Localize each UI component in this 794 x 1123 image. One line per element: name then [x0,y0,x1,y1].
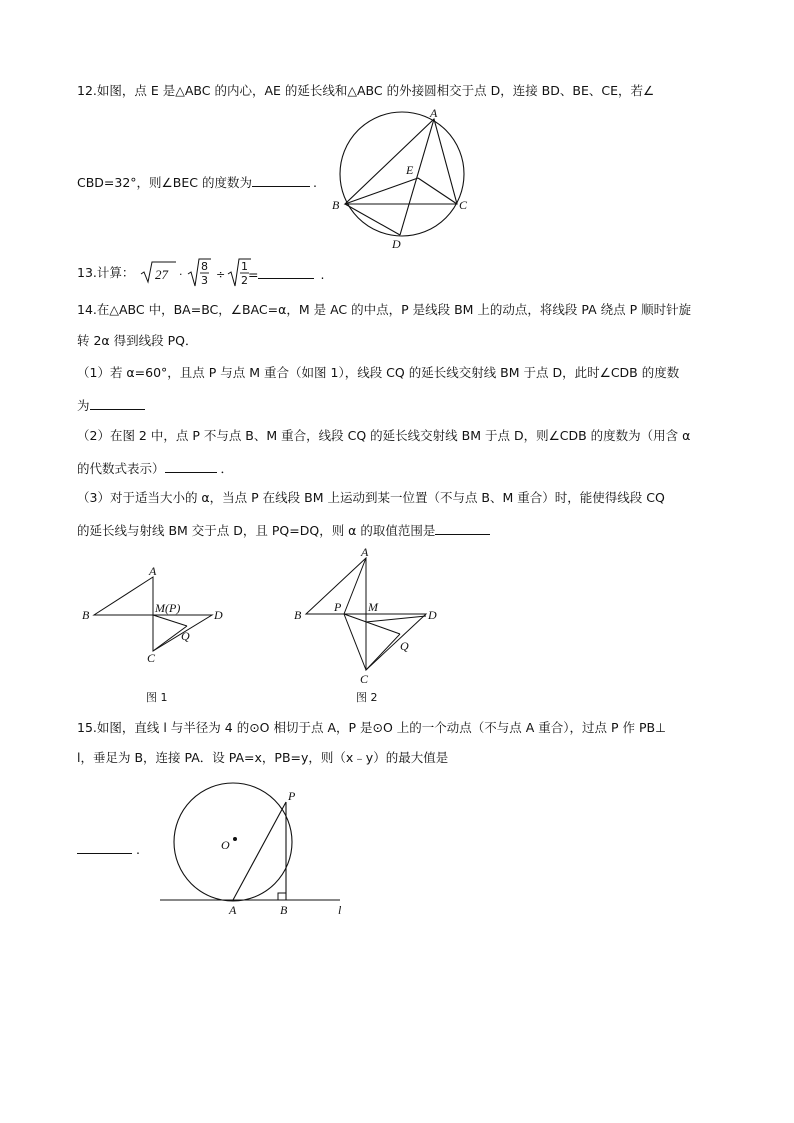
q14-part2-end: ． [220,461,234,476]
q14-part2-line2 [77,459,233,477]
fig2-line-pc [344,614,366,670]
fig2-label-q: Q [400,639,409,653]
fig1-label-d: D [214,608,223,622]
q13-n3: 1 [241,260,248,273]
fig1-label-mp: M(P) [155,601,181,615]
fig2-line-pa [344,558,366,614]
q14-part1-text: 为 [77,398,90,413]
q12-circumcircle [340,112,464,236]
q14-figure-2 [292,546,452,706]
q12-label-e: E [406,163,414,177]
q14-part3-line1: （3）对于适当大小的 α，当点 P 在线段 BM 上运动到某一位置（不与点 B、M 重合）时，能使得线段 CQ [77,490,665,505]
q13-r1: 27 [155,267,168,282]
q14-stem-line2: 转 2α 得到线段 PQ． [77,333,198,348]
q15-center-dot [233,837,237,841]
q15-answer-line [77,840,140,858]
q15-end: . [136,842,140,857]
q12-end: . [312,175,317,190]
q13-answer-blank[interactable] [258,265,314,279]
q13-d2: 3 [201,274,208,287]
q15-figure [160,785,370,925]
fig2-label-m: M [368,600,378,614]
q13-dot: · [179,268,183,281]
q15-label-a: A [229,903,237,917]
q13-answer-line [248,265,324,283]
q14-part2-text: 的代数式表示） [77,461,165,476]
q15-answer-blank[interactable] [77,840,132,854]
q13-end: . [320,267,325,282]
q12-line-be [345,178,418,204]
q12-figure [330,108,470,253]
fig2-line-mq [366,616,426,622]
q12-line2-text: CBD=32°，则∠BEC 的度数为 [77,175,252,190]
q14-part1-line2 [77,396,145,414]
q15-label-l: l [338,903,342,917]
fig1-label-q: Q [181,629,190,643]
q15-label-b: B [280,903,288,917]
q15-right-angle-mark [278,893,286,900]
fig2-line-cq [366,634,400,670]
q15-label-p: P [288,789,296,803]
fig2-label-b: B [294,608,302,622]
fig1-caption: 图 1 [146,691,168,704]
q15-circle-o [174,783,292,901]
q12-text-line2 [77,173,317,191]
q13-n2: 8 [201,260,208,273]
q15-segment-pa [233,802,286,900]
fig1-line-mq [153,615,187,626]
q14-part1-blank[interactable] [90,396,145,410]
q12-label-c: C [459,198,468,212]
q14-figure-1 [82,566,242,706]
q15-text-line2: l，垂足为 B，连接 PA．设 PA=x，PB=y，则（x﹣y）的最大值是 [77,750,449,765]
fig2-label-c: C [360,672,369,686]
q13-prefix: 13.计算： [77,265,135,280]
fig1-label-a: A [149,564,157,578]
fig2-caption: 图 2 [356,691,378,704]
q14-part3-blank[interactable] [435,521,490,535]
q12-line-ad [400,119,434,235]
q14-stem-line1: 14.在△ABC 中，BA=BC，∠BAC=α，M 是 AC 的中点，P 是线段 BM 上的动点，将线段 PA 绕点 P 顺时针旋 [77,302,692,317]
fig2-label-p: P [334,600,342,614]
fig1-label-b: B [82,608,90,622]
q12-label-a: A [430,106,438,120]
q13-d3: 2 [241,274,248,287]
fig2-label-a: A [361,545,369,559]
q14-part3-text: 的延长线与射线 BM 交于点 D，且 PQ=DQ，则 α 的取值范围是 [77,523,436,538]
fig2-line-pq [344,614,400,634]
fig2-label-d: D [428,608,437,622]
q14-part2-blank[interactable] [165,459,217,473]
q12-label-d: D [392,237,401,251]
q13-eq: = [248,267,259,282]
q15-label-o: O [221,838,230,852]
q12-line-bd [345,204,400,235]
fig1-label-c: C [147,651,156,665]
q12-label-b: B [332,198,340,212]
q12-answer-blank[interactable] [252,173,310,187]
q14-part1-line1: （1）若 α=60°，且点 P 与点 M 重合（如图 1），线段 CQ 的延长线交射线 BM 于点 D，此时∠CDB 的度数 [77,365,680,380]
q15-text-line1: 15.如图，直线 l 与半径为 4 的⊙O 相切于点 A，P 是⊙O 上的一个动点（不与点 A 重合），过点 P 作 PB⊥ [77,720,667,735]
q12-triangle-abc [345,119,457,204]
q14-part2-line1: （2）在图 2 中，点 P 不与点 B、M 重合，线段 CQ 的延长线交射线 BM 于点 D，则∠CDB 的度数为（用含 α [77,428,691,443]
q12-text-line1: 12.如图，点 E 是△ABC 的内心，AE 的延长线和△ABC 的外接圆相交于点 D，连接 BD、BE、CE，若∠ [77,83,655,98]
q14-part3-line2 [77,521,490,539]
q13-div: ÷ [216,268,226,281]
